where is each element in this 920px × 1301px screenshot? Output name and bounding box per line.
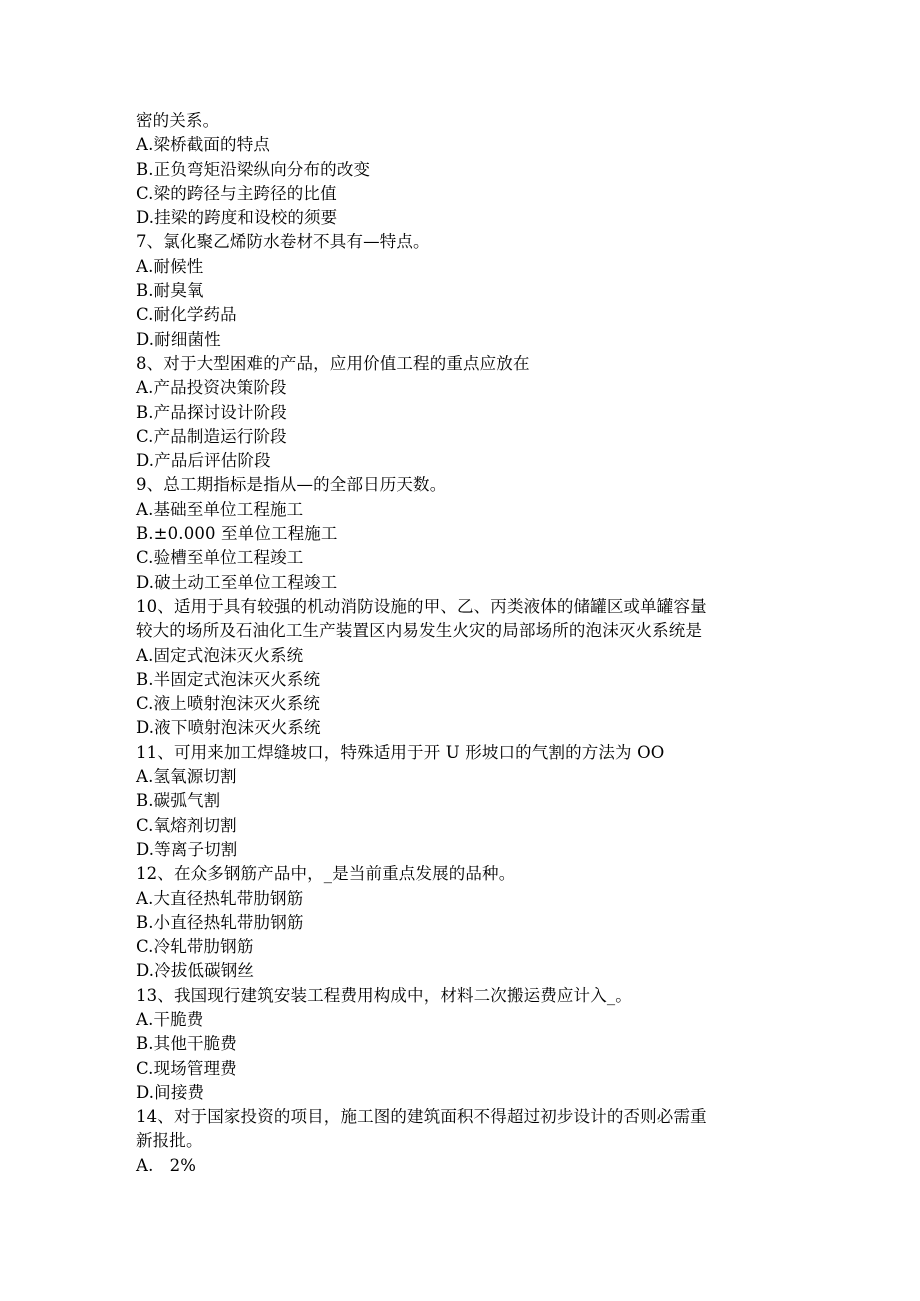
option-d: D.冷拔低碳钢丝 xyxy=(136,961,255,981)
option-b: B.正负弯矩沿梁纵向分布的改变 xyxy=(136,159,371,179)
question-8 xyxy=(136,352,796,473)
question-12 xyxy=(136,862,796,983)
question-stem: 13、我国现行建筑安装工程费用构成中，材料二次搬运费应计入_。 xyxy=(136,985,632,1005)
option-d: D.耐细菌性 xyxy=(136,329,221,349)
option-a: A.氢氧源切割 xyxy=(136,767,237,787)
option-c: C.耐化学药品 xyxy=(136,305,237,325)
option-b: B.其他干脆费 xyxy=(136,1034,237,1054)
continued-stem: 密的关系。 xyxy=(136,111,220,130)
question-stem: 11、可用来加工焊缝坡口，特殊适用于开 U 形坡口的气割的方法为 OO xyxy=(136,742,665,762)
option-a: A.固定式泡沫灭火系统 xyxy=(136,645,304,665)
option-c: C.液上喷射泡沫灭火系统 xyxy=(136,694,321,714)
option-d: D.液下喷射泡沫灭火系统 xyxy=(136,718,321,738)
question-stem: 9、总工期指标是指从—的全部日历天数。 xyxy=(136,475,447,495)
option-b: B.碳弧气割 xyxy=(136,791,221,811)
option-d: D.等离子切割 xyxy=(136,839,238,859)
question-14 xyxy=(136,1105,796,1178)
question-stem-line-1: 10、适用于具有较强的机动消防设施的甲、乙、丙类液体的储罐区或单罐容量 xyxy=(136,596,707,616)
option-c: C.梁的跨径与主跨径的比值 xyxy=(136,183,337,203)
question-stem-line-2: 新报批。 xyxy=(136,1131,203,1151)
question-9 xyxy=(136,473,796,594)
option-c: C.冷轧带肋钢筋 xyxy=(136,937,254,957)
question-13 xyxy=(136,984,796,1105)
option-d: D.间接费 xyxy=(136,1082,205,1102)
option-b: B.±0.000 至单位工程施工 xyxy=(136,524,338,544)
option-d: D.挂梁的跨度和设校的须要 xyxy=(136,208,338,228)
option-a: A.产品投资决策阶段 xyxy=(136,378,287,398)
question-stem: 8、对于大型困难的产品，应用价值工程的重点应放在 xyxy=(136,353,530,373)
option-d: D.破土动工至单位工程竣工 xyxy=(136,572,338,592)
question-6-options xyxy=(136,133,796,230)
option-b: B.耐臭氧 xyxy=(136,281,204,301)
question-11 xyxy=(136,741,796,862)
question-stem-line-1: 14、对于国家投资的项目，施工图的建筑面积不得超过初步设计的否则必需重 xyxy=(136,1107,707,1127)
option-a: A.耐候性 xyxy=(136,256,204,276)
document-page xyxy=(136,109,796,1178)
question-10 xyxy=(136,595,796,741)
question-stem-line-2: 较大的场所及石油化工生产装置区内易发生火灾的局部场所的泡沫灭火系统是 xyxy=(136,621,703,641)
option-c: C.产品制造运行阶段 xyxy=(136,426,287,446)
option-a: A.基础至单位工程施工 xyxy=(136,499,304,519)
question-stem: 12、在众多钢筋产品中，_是当前重点发展的品种。 xyxy=(136,864,516,884)
option-a: A. 2% xyxy=(136,1155,197,1175)
option-c: C.氧熔剂切割 xyxy=(136,815,237,835)
question-stem: 7、氯化聚乙烯防水卷材不具有—特点。 xyxy=(136,232,430,252)
option-c: C.验槽至单位工程竣工 xyxy=(136,548,304,568)
option-b: B.小直径热轧带肋钢筋 xyxy=(136,912,304,932)
question-7 xyxy=(136,230,796,351)
option-a: A.梁桥截面的特点 xyxy=(136,135,271,155)
option-b: B.半固定式泡沫灭火系统 xyxy=(136,669,321,689)
option-a: A.干脆费 xyxy=(136,1009,204,1029)
option-d: D.产品后评估阶段 xyxy=(136,451,271,471)
option-a: A.大直径热轧带肋钢筋 xyxy=(136,888,304,908)
option-b: B.产品探讨设计阶段 xyxy=(136,402,287,422)
option-c: C.现场管理费 xyxy=(136,1058,237,1078)
